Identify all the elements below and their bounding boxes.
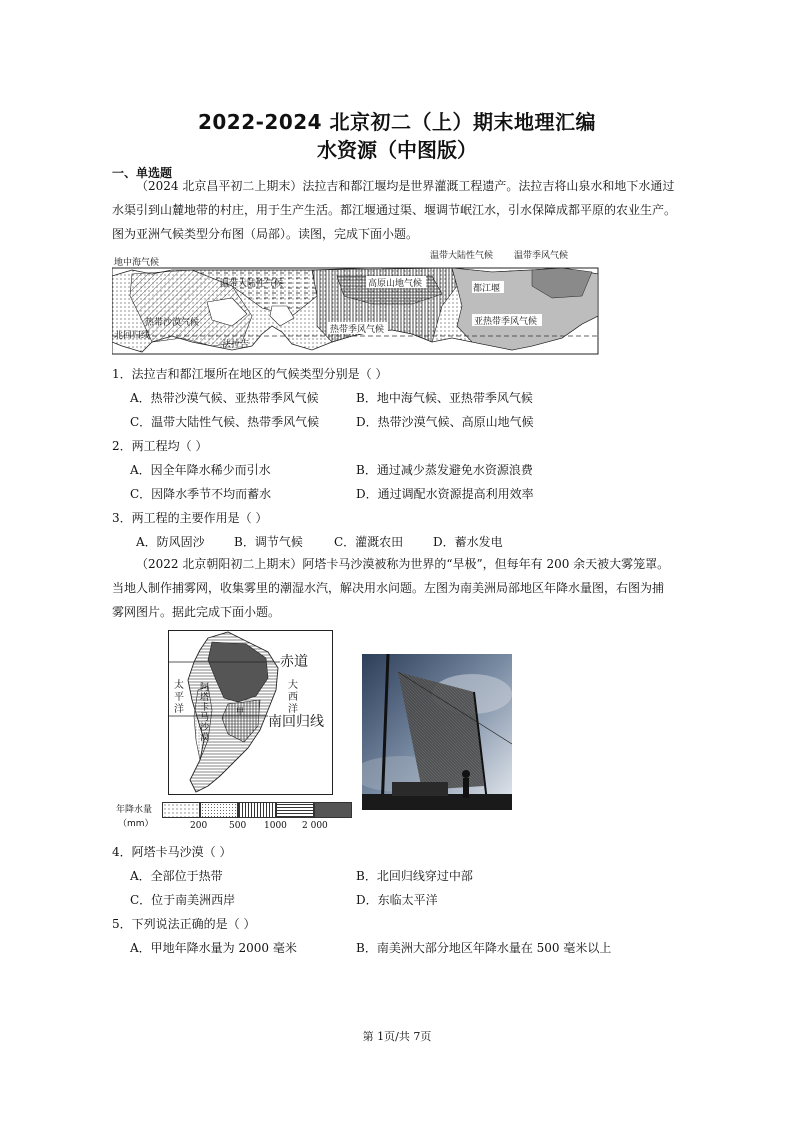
q4-stem: 4．阿塔卡马沙漠（ ） <box>112 845 232 859</box>
intro-paragraph-2 <box>112 552 687 624</box>
label-falaji: 法拉吉 <box>222 340 250 350</box>
legend-swatch-3 <box>238 802 276 818</box>
legend-tick-2000: 2 000 <box>302 821 328 831</box>
label-subtrop-monsoon: 亚热带季风气候 <box>474 317 538 327</box>
q2-option-b[interactable]: B．通过减少蒸发避免水资源浪费 <box>356 463 533 477</box>
q2-option-c[interactable]: C．因降水季节不均而蓄水 <box>130 487 272 501</box>
label-trop-monsoon: 热带季风气候 <box>330 325 385 335</box>
legend-swatch-2 <box>200 802 238 818</box>
q5-option-a[interactable]: A．甲地年降水量为 2000 毫米 <box>130 941 297 955</box>
legend-swatch-1 <box>162 802 200 818</box>
q4-option-c[interactable]: C．位于南美洲西岸 <box>130 893 236 907</box>
svg-text:卡: 卡 <box>200 703 210 713</box>
q3-option-c[interactable]: C．灌溉农田 <box>334 535 404 549</box>
section-heading: 一、单选题 <box>112 166 173 180</box>
legend-swatch-4 <box>276 802 314 818</box>
legend-unit: （mm） <box>118 819 154 829</box>
svg-text:洋: 洋 <box>288 704 298 715</box>
label-tropic-cancer: 北回归线 <box>114 331 151 341</box>
page-subtitle: 水资源（中图版） <box>317 138 477 162</box>
label-temp-monsoon: 温带季风气候 <box>514 251 569 261</box>
fog-net-photo <box>362 654 512 810</box>
svg-text:阿: 阿 <box>200 683 210 693</box>
legend-tick-200: 200 <box>190 821 208 831</box>
label-desert: 热带沙漠气候 <box>145 318 200 328</box>
q5-option-b[interactable]: B．南美洲大部分地区年降水量在 500 毫米以上 <box>356 941 612 955</box>
intro1-line1: （2024 北京昌平初二上期末）法拉吉和都江堰均是世界灌溉工程遗产。法拉吉将山泉水和地下水通过 <box>136 179 675 193</box>
label-dujiangyan: 都江堰 <box>473 284 501 294</box>
q1-stem: 1．法拉吉和都江堰所在地区的气候类型分别是（ ） <box>112 367 388 381</box>
q1-option-a[interactable]: A．热带沙漠气候、亚热带季风气候 <box>130 391 319 405</box>
label-tropic-capricorn: 南回归线 <box>268 714 324 730</box>
intro1-line3: 图为亚洲气候类型分布图（局部）。读图，完成下面小题。 <box>112 227 419 241</box>
label-atlantic <box>288 678 298 715</box>
intro2-line3: 雾网图片。据此完成下面小题。 <box>112 605 281 619</box>
page-title: 2022-2024 北京初二（上）期末地理汇编 <box>197 110 597 134</box>
legend-swatch-5 <box>314 802 352 818</box>
q3-option-d[interactable]: D．蓄水发电 <box>433 535 503 549</box>
svg-text:漠: 漠 <box>200 733 210 743</box>
q1-option-b[interactable]: B．地中海气候、亚热带季风气候 <box>356 391 533 405</box>
label-highland: 高原山地气候 <box>368 279 423 289</box>
label-equator: 赤道 <box>280 654 308 670</box>
svg-text:大: 大 <box>288 680 298 691</box>
label-temp-continental-top: 温带大陆性气候 <box>430 251 494 261</box>
svg-text:沙: 沙 <box>200 723 210 733</box>
q1-option-d[interactable]: D．热带沙漠气候、高原山地气候 <box>356 415 534 429</box>
page-footer: 第 1页/共 7页 <box>362 1030 432 1043</box>
svg-text:塔: 塔 <box>200 693 210 703</box>
legend-title: 年降水量 <box>116 805 153 815</box>
q3-option-a[interactable]: A．防风固沙 <box>136 535 205 549</box>
svg-text:西: 西 <box>288 692 298 703</box>
asia-climate-map <box>112 246 600 356</box>
south-america-precip-map <box>168 630 334 796</box>
q1-option-c[interactable]: C．温带大陆性气候、热带季风气候 <box>130 415 320 429</box>
q2-option-d[interactable]: D．通过调配水资源提高利用效率 <box>356 487 534 501</box>
intro1-line2: 水渠引到山麓地带的村庄，用于生产生活。都江堰通过渠、堰调节岷江水，引水保障成都平原的农业生产。 <box>112 203 677 217</box>
q4-option-b[interactable]: B．北回归线穿过中部 <box>356 869 473 883</box>
q4-option-d[interactable]: D．东临太平洋 <box>356 893 438 907</box>
intro2-line1: （2022 北京朝阳初二上期末）阿塔卡马沙漠被称为世界的“旱极”，但每年有 200 余天被大雾笼罩。 <box>136 557 670 571</box>
intro2-line2: 当地人制作捕雾网，收集雾里的潮湿水汽，解决用水问题。左图为南美洲局部地区年降水量图，右图为捕 <box>112 581 665 595</box>
label-mediterranean: 地中海气候 <box>114 258 160 268</box>
intro-paragraph-1 <box>112 174 687 246</box>
label-jia: 甲 <box>236 707 244 716</box>
svg-text:太: 太 <box>174 680 184 691</box>
label-temp-continental: 温带大陆性气候 <box>220 279 284 289</box>
legend-tick-500: 500 <box>229 821 247 831</box>
q2-option-a[interactable]: A．因全年降水稀少而引水 <box>130 463 271 477</box>
svg-text:马: 马 <box>200 713 210 723</box>
svg-text:平: 平 <box>174 692 184 703</box>
q3-option-b[interactable]: B．调节气候 <box>234 535 303 549</box>
q3-stem: 3．两工程的主要作用是（ ） <box>112 511 268 525</box>
label-atacama <box>200 682 210 743</box>
q4-option-a[interactable]: A．全部位于热带 <box>130 869 223 883</box>
q5-stem: 5．下列说法正确的是（ ） <box>112 917 256 931</box>
svg-text:洋: 洋 <box>174 704 184 715</box>
q2-stem: 2．两工程均（ ） <box>112 439 208 453</box>
label-pacific <box>174 678 184 715</box>
legend-tick-1000: 1000 <box>264 821 287 831</box>
